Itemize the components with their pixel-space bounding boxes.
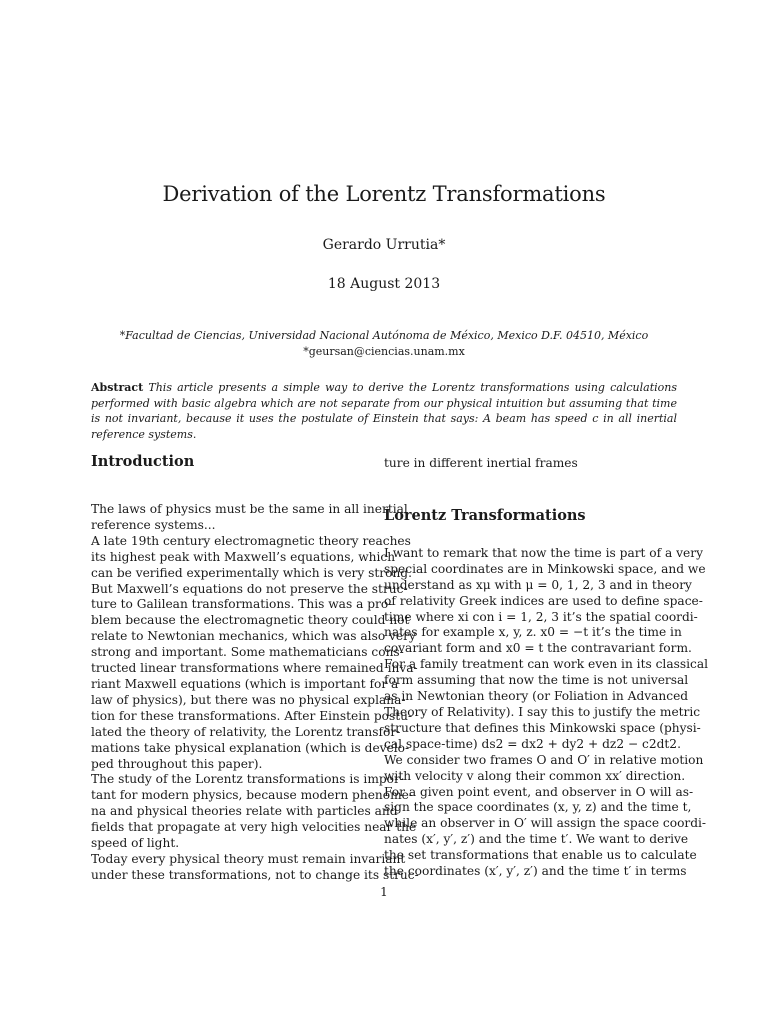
text-line: A late 19th century electromagnetic theory reaches	[91, 533, 411, 548]
text-line: tion for these transformations. After Einstein postu-	[91, 708, 413, 723]
author-name: Gerardo Urrutia*	[322, 237, 446, 253]
text-line: time where xi con i = 1, 2, 3 it’s the spatial coordi-	[384, 609, 698, 624]
section-heading-lorentz-transformations: Lorentz Transformations	[384, 506, 586, 524]
abstract	[91, 380, 677, 442]
text-line: na and physical theories relate with particles and	[91, 804, 398, 819]
paper-title: Derivation of the Lorentz Transformations	[162, 182, 606, 206]
text-line: relate to Newtonian mechanics, which was also very	[91, 629, 416, 644]
introduction-text	[91, 502, 419, 884]
text-line: sign the space coordinates (x, y, z) and the time t,	[384, 800, 692, 815]
text-line: the set transformations that enable us to calculate	[384, 848, 697, 863]
page-number: 1	[380, 885, 388, 899]
text-line: strong and important. Some mathematicians cons-	[91, 645, 404, 660]
text-line: covariant form and x0 = t the contravariant form.	[384, 641, 692, 656]
text-line: speed of light.	[91, 836, 180, 851]
text-line: nates (x′, y′, z′) and the time t′. We want to derive	[384, 832, 689, 847]
abstract-label: Abstract	[91, 381, 144, 394]
text-line: blem because the electromagnetic theory could not	[91, 613, 410, 628]
text-line: form assuming that now the time is not universal	[384, 673, 689, 688]
text-line: The laws of physics must be the same in all inertial	[91, 502, 408, 516]
text-line: while an observer in O′ will assign the space coordi-	[384, 816, 707, 831]
author-email: *geursan@ciencias.unam.mx	[303, 345, 465, 358]
text-line: special coordinates are in Minkowski space, and we	[384, 561, 706, 576]
text-line: structure that defines this Minkowski space (physi-	[384, 720, 701, 735]
abstract-text: This article presents a simple way to derive the Lorentz transformations using calculations performed with basic algebra which are not separate from our physical intuition but assuming that time is not invariant, because it uses the postulate of Einstein that says: A beam has speed c in all inertial reference systems.	[91, 381, 677, 441]
text-line: with velocity v along their common xx′ direction.	[384, 768, 686, 783]
text-line: as in Newtonian theory (or Foliation in Advanced	[384, 689, 689, 704]
text-line: For a family treatment can work even in its classical	[384, 657, 708, 672]
text-line: ped throughout this paper).	[91, 756, 263, 771]
text-line: of relativity Greek indices are used to define space-	[384, 593, 703, 608]
text-line: riant Maxwell equations (which is important for a	[91, 676, 399, 691]
text-line: But Maxwell’s equations do not preserve the struc-	[91, 581, 408, 596]
text-line: Today every physical theory must remain invariant	[91, 851, 406, 866]
text-line: nates for example x, y, z. x0 = −t it’s the time in	[384, 625, 682, 640]
text-line: its highest peak with Maxwell’s equations, which	[91, 549, 396, 564]
text-line: cal space-time) ds2 = dx2 + dy2 + dz2 − c2dt2.	[384, 736, 681, 751]
text-line: tant for modern physics, because modern phenome-	[91, 788, 413, 803]
text-line: tructed linear transformations where remained inva-	[91, 661, 418, 676]
right-column	[384, 452, 708, 880]
publication-date: 18 August 2013	[327, 276, 441, 292]
text-line: lated the theory of relativity, the Lorentz transfor-	[91, 724, 401, 739]
text-line: the coordinates (x′, y′, z′) and the time t′ in terms	[384, 864, 687, 879]
text-line: under these transformations, not to change its struc-	[91, 867, 419, 882]
text-line: reference systems...	[91, 517, 216, 532]
text-line: The study of the Lorentz transformations is impor-	[91, 772, 404, 787]
text-line: We consider two frames O and O′ in relative motion	[384, 752, 704, 767]
text-line: understand as xμ with μ = 0, 1, 2, 3 and in theory	[384, 577, 692, 592]
section-heading-introduction: Introduction	[91, 453, 195, 470]
text-line: Theory of Relativity). I say this to justify the metric	[384, 704, 701, 719]
text-line: fields that propagate at very high velocities near the	[91, 820, 417, 835]
author-affiliation: *Facultad de Ciencias, Universidad Nacional Autónoma de México, Mexico D.F. 04510, México	[119, 329, 649, 342]
continued-text-line: ture in different inertial frames	[384, 456, 578, 470]
text-line: can be verified experimentally which is very strong.	[91, 565, 412, 580]
text-line: ture to Galilean transformations. This was a pro-	[91, 597, 393, 612]
left-column	[91, 452, 419, 884]
text-line: I want to remark that now the time is part of a very	[384, 545, 703, 560]
text-line: law of physics), but there was no physical explana-	[91, 692, 406, 707]
text-line: For a given point event, and observer in O will as-	[384, 784, 694, 799]
text-line: mations take physical explanation (which is develo-	[91, 740, 410, 755]
lorentz-transformations-text	[384, 545, 708, 880]
